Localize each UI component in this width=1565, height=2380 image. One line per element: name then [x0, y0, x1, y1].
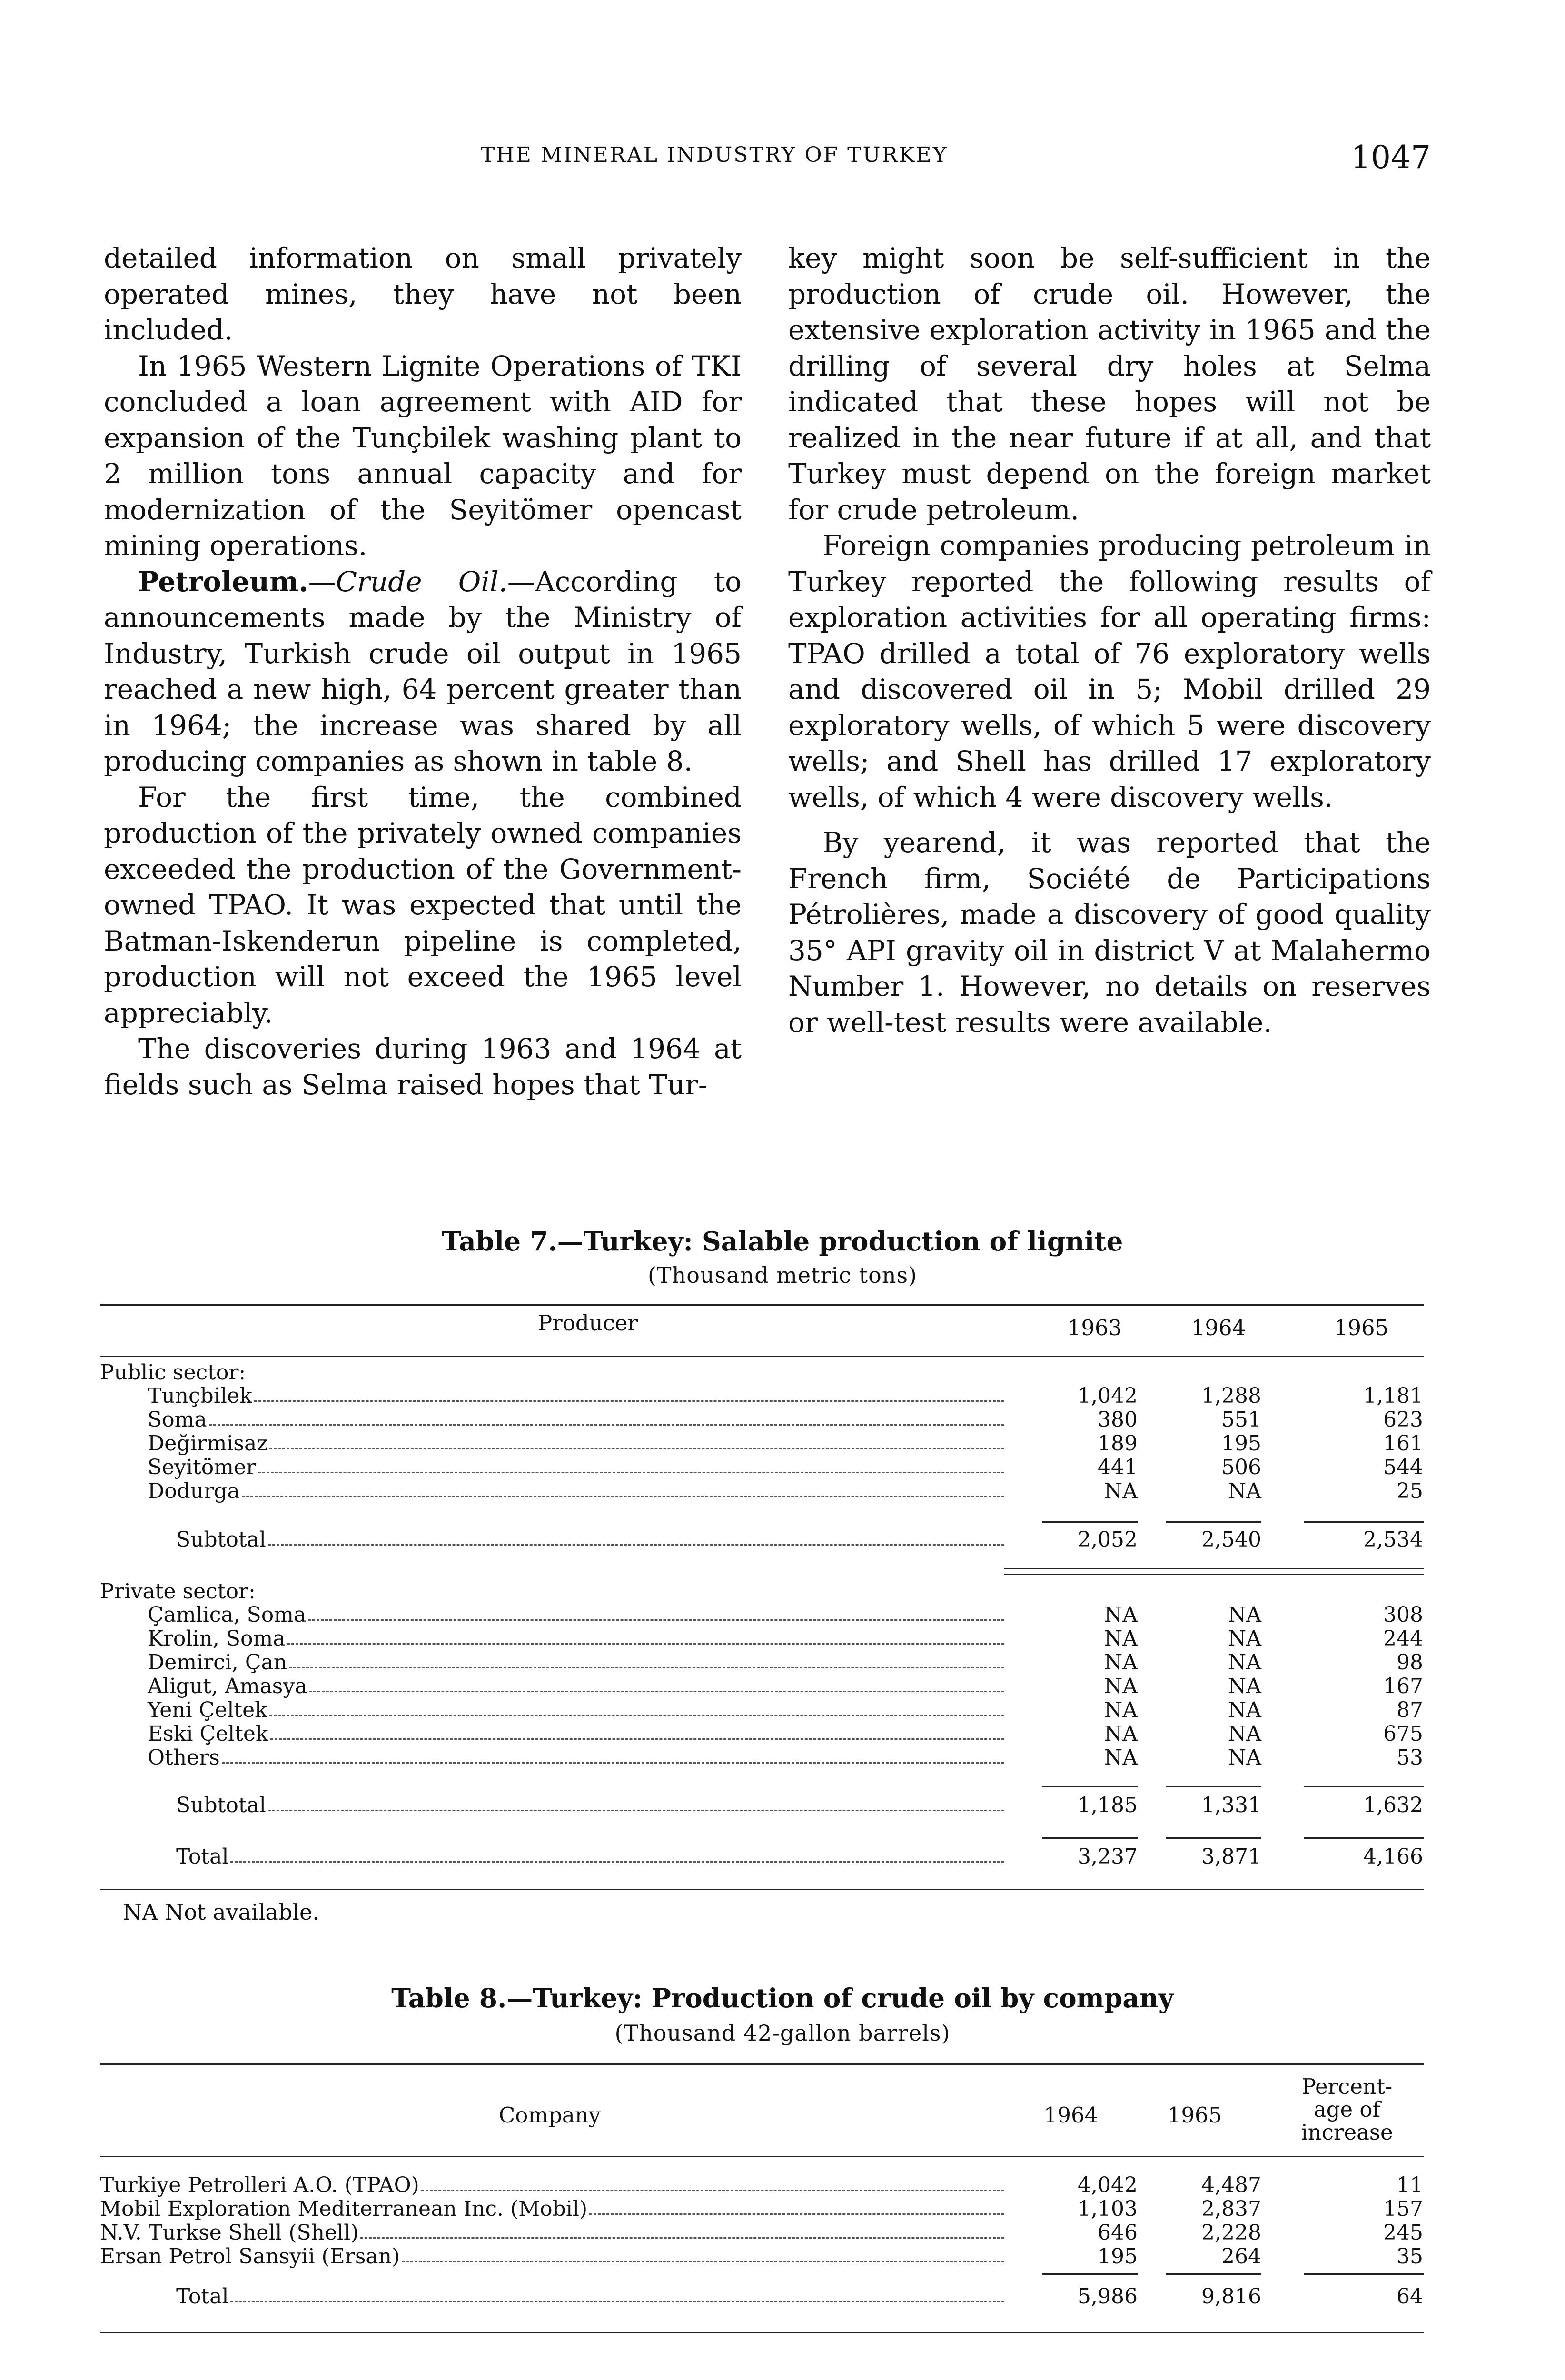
- total-rule: [1042, 2273, 1138, 2275]
- cell-value: 87: [1397, 1698, 1423, 1722]
- dot-leader: [209, 1424, 1004, 1426]
- dot-leader: [269, 1715, 1004, 1716]
- table-row: [0, 1384, 1565, 1408]
- cell-value: 2,052: [1078, 1527, 1138, 1552]
- table-row: [0, 2245, 1565, 2269]
- table-row: [0, 2173, 1565, 2197]
- table7-col-1964: 1964: [1191, 1315, 1246, 1340]
- table7-col-1963: 1963: [1067, 1315, 1122, 1340]
- row-label: Total: [176, 2284, 229, 2309]
- row-label: Eski Çeltek: [148, 1722, 268, 1746]
- cell-value: 195: [1221, 1431, 1261, 1456]
- cell-value: 195: [1098, 2244, 1138, 2269]
- row-label: Değirmisaz: [148, 1431, 268, 1456]
- dot-leader: [230, 2301, 1004, 2302]
- paragraph: By yearend, it was reported that the French firm, Société de Participations Pétrolières, made a discovery of good quality 35° API gravity oil in district V at Malahermo Number 1. However, no details on reserves or well-test results were available.: [788, 826, 1431, 1039]
- table7-footnote: NA Not available.: [123, 1899, 319, 1925]
- dot-leader: [589, 2213, 1004, 2215]
- cell-value: 1,331: [1201, 1793, 1261, 1817]
- dot-leader: [269, 1448, 1004, 1449]
- cell-value: 441: [1098, 1455, 1138, 1479]
- table8-bottom-rule: [100, 2332, 1424, 2333]
- cell-value: 2,228: [1201, 2221, 1261, 2245]
- cell-value: 157: [1383, 2197, 1423, 2221]
- row-label: Çamlica, Soma: [148, 1603, 307, 1627]
- cell-value: NA: [1104, 1479, 1138, 1503]
- row-label: Krolin, Soma: [148, 1626, 286, 1651]
- paragraph: key might soon be self-sufficient in the production of crude oil. However, the extensive exploration activity in 1965 and the drilling of several dry holes at Selma indicated that these hopes will not be realized in the near future if at all, and that Turkey must depend on the foreign market for crude petroleum.: [788, 242, 1431, 526]
- paragraph: In 1965 Western Lignite Operations of TKI concluded a loan agreement with AID for expansion of the Tunçbilek washing plant to 2 million tons annual capacity and for modernization of the Seyitömer opencast mining operations.: [104, 349, 742, 562]
- double-rule: [1004, 1574, 1424, 1575]
- table-row: [0, 1627, 1565, 1651]
- cell-value: NA: [1228, 1650, 1261, 1675]
- table-row: [0, 1746, 1565, 1770]
- cell-value: 35: [1397, 2244, 1423, 2269]
- left-column: [104, 240, 742, 1103]
- subtotal-rule: [1304, 1786, 1424, 1787]
- cell-value: NA: [1104, 1745, 1138, 1770]
- cell-value: 551: [1221, 1408, 1261, 1432]
- row-label: Dodurga: [148, 1479, 240, 1503]
- paragraph: detailed information on small privately operated mines, they have not been included.: [104, 242, 742, 346]
- cell-value: 4,042: [1078, 2173, 1138, 2197]
- dot-leader: [289, 1667, 1004, 1668]
- dot-leader: [258, 1472, 1004, 1473]
- row-label: Soma: [148, 1408, 207, 1432]
- cell-value: 544: [1383, 1455, 1423, 1479]
- table-row: [0, 1794, 1565, 1817]
- paragraph: For the first time, the combined production of the privately owned companies exceeded the production of the Government-owned TPAO. It was expected that until the Batman-Iskenderun pipeline is completed, production will not exceed the 1965 level appreciably.: [104, 781, 742, 1029]
- cell-value: 2,540: [1201, 1527, 1261, 1552]
- total-rule: [1166, 1837, 1261, 1839]
- dot-leader: [309, 1691, 1004, 1692]
- table-row: [0, 1675, 1565, 1698]
- private-sector-label: Private sector:: [100, 1579, 256, 1604]
- cell-value: 3,237: [1078, 1844, 1138, 1869]
- table8-col-company: Company: [498, 2102, 601, 2128]
- total-rule: [1304, 1837, 1424, 1839]
- cell-value: 5,986: [1078, 2284, 1138, 2309]
- double-rule: [1004, 1568, 1424, 1569]
- cell-value: NA: [1104, 1722, 1138, 1746]
- dot-leader: [270, 1738, 1004, 1740]
- cell-value: 4,487: [1201, 2173, 1261, 2197]
- subtotal-rule: [1304, 1521, 1424, 1523]
- row-label: Ersan Petrol Sansyii (Ersan): [100, 2244, 400, 2269]
- table8-col-percent: Percent- age of increase: [1301, 2074, 1393, 2145]
- paragraph: Foreign companies producing petroleum in Turkey reported the following results of exploration activities for all operating firms: TPAO drilled a total of 76 exploratory wells and discovered oil in 5; Mobil drilled 29 exploratory wells, of which 5 were discovery wells; and Shell has drilled 17 exploratory wells, of which 4 were discovery wells.: [788, 529, 1431, 813]
- cell-value: NA: [1228, 1722, 1261, 1746]
- cell-value: 98: [1397, 1650, 1423, 1675]
- table-row: [0, 1456, 1565, 1479]
- table8-caption: Table 8.—Turkey: Production of crude oil by company: [391, 1983, 1174, 2013]
- cell-value: NA: [1228, 1626, 1261, 1651]
- total-rule: [1166, 2273, 1261, 2275]
- section-heading: Petroleum.: [138, 565, 308, 598]
- cell-value: 9,816: [1201, 2284, 1261, 2309]
- dot-leader: [268, 1544, 1004, 1546]
- dot-leader: [254, 1400, 1004, 1402]
- row-label: Yeni Çeltek: [148, 1698, 267, 1722]
- cell-value: NA: [1228, 1745, 1261, 1770]
- table-row: [0, 1479, 1565, 1503]
- cell-value: 646: [1098, 2221, 1138, 2245]
- cell-value: 1,185: [1078, 1793, 1138, 1817]
- cell-value: NA: [1104, 1603, 1138, 1627]
- paragraph: The discoveries during 1963 and 1964 at fields such as Selma raised hopes that Tur-: [104, 1032, 742, 1101]
- row-label: Seyitömer: [148, 1455, 257, 1479]
- table-row: [0, 1651, 1565, 1675]
- cell-value: 245: [1383, 2221, 1423, 2245]
- table-row: [0, 2197, 1565, 2221]
- cell-value: 264: [1221, 2244, 1261, 2269]
- cell-value: NA: [1228, 1603, 1261, 1627]
- table-row: [0, 1722, 1565, 1746]
- cell-value: 506: [1221, 1455, 1261, 1479]
- cell-value: NA: [1104, 1698, 1138, 1722]
- cell-value: NA: [1228, 1698, 1261, 1722]
- subtotal-rule: [1166, 1521, 1261, 1523]
- cell-value: 1,042: [1078, 1384, 1138, 1408]
- dot-leader: [421, 2190, 1004, 2191]
- subtotal-rule: [1042, 1786, 1138, 1787]
- dot-leader: [287, 1643, 1004, 1645]
- row-label: Others: [148, 1745, 220, 1770]
- cell-value: 3,871: [1201, 1844, 1261, 1869]
- table8-header-rule: [100, 2156, 1424, 2157]
- table-row: [0, 1698, 1565, 1722]
- row-label: N.V. Turkse Shell (Shell): [100, 2221, 359, 2245]
- table7-subcaption: (Thousand metric tons): [647, 1262, 918, 1288]
- dot-leader: [308, 1619, 1004, 1621]
- cell-value: 2,534: [1363, 1527, 1423, 1552]
- right-column: [788, 240, 1431, 1041]
- table8-subcaption: (Thousand 42-gallon barrels): [614, 2020, 951, 2046]
- row-label: Total: [176, 1844, 229, 1869]
- table7-bottom-rule: [100, 1889, 1424, 1890]
- row-label: Mobil Exploration Mediterranean Inc. (Mobil): [100, 2197, 588, 2221]
- cell-value: 675: [1383, 1722, 1423, 1746]
- cell-value: 64: [1397, 2284, 1423, 2309]
- subtotal-rule: [1166, 1786, 1261, 1787]
- cell-value: 2,837: [1201, 2197, 1261, 2221]
- paragraph-text: —According to announcements made by the Ministry of Industry, Turkish crude oil output in 1965 reached a new high, 64 percent greater than in 1964; the increase was shared by all producing companies as shown in table 8.: [104, 565, 742, 777]
- page-number: 1047: [1351, 139, 1431, 176]
- cell-value: 380: [1098, 1408, 1138, 1432]
- table-row: [0, 1603, 1565, 1627]
- cell-value: 25: [1397, 1479, 1423, 1503]
- table8-col-1965: 1965: [1167, 2102, 1222, 2128]
- table7-top-rule: [100, 1304, 1424, 1306]
- cell-value: NA: [1104, 1626, 1138, 1651]
- cell-value: NA: [1228, 1674, 1261, 1698]
- row-label: Aligut, Amasya: [148, 1674, 307, 1698]
- cell-value: 1,288: [1201, 1384, 1261, 1408]
- cell-value: 308: [1383, 1603, 1423, 1627]
- dot-leader: [402, 2261, 1004, 2262]
- table-row: [0, 2221, 1565, 2245]
- table8-col-1964: 1964: [1043, 2102, 1099, 2128]
- cell-value: 161: [1383, 1431, 1423, 1456]
- row-label: Subtotal: [176, 1527, 266, 1552]
- dot-leader: [360, 2237, 1004, 2239]
- table-row: [0, 1528, 1565, 1552]
- cell-value: 189: [1098, 1431, 1138, 1456]
- table7-header-rule: [100, 1356, 1424, 1357]
- row-label: Turkiye Petrolleri A.O. (TPAO): [100, 2173, 419, 2197]
- total-rule: [1042, 1837, 1138, 1839]
- dash: —: [308, 565, 336, 598]
- table7-caption: Table 7.—Turkey: Salable production of lignite: [442, 1226, 1123, 1257]
- cell-value: 53: [1397, 1745, 1423, 1770]
- dot-leader: [230, 1861, 1004, 1863]
- dot-leader: [268, 1810, 1004, 1811]
- running-title: THE MINERAL INDUSTRY OF TURKEY: [481, 143, 948, 167]
- row-label: Demirci, Çan: [148, 1650, 287, 1675]
- cell-value: NA: [1104, 1650, 1138, 1675]
- table7-col-1965: 1965: [1334, 1315, 1389, 1340]
- cell-value: 4,166: [1363, 1844, 1423, 1869]
- table7-col-producer: Producer: [537, 1310, 638, 1336]
- cell-value: 167: [1383, 1674, 1423, 1698]
- table8-top-rule: [100, 2063, 1424, 2065]
- row-label: Tunçbilek: [148, 1384, 252, 1408]
- table-row: [0, 1845, 1565, 1869]
- table-row: [0, 1432, 1565, 1456]
- cell-value: 11: [1397, 2173, 1423, 2197]
- cell-value: NA: [1104, 1674, 1138, 1698]
- paragraph: [104, 564, 742, 780]
- cell-value: 244: [1383, 1626, 1423, 1651]
- cell-value: 1,181: [1363, 1384, 1423, 1408]
- table-row: [0, 2285, 1565, 2309]
- subsection-heading: Crude Oil.: [336, 565, 507, 598]
- dot-leader: [242, 1496, 1004, 1497]
- cell-value: 1,632: [1363, 1793, 1423, 1817]
- row-label: Subtotal: [176, 1793, 266, 1817]
- public-sector-label: Public sector:: [100, 1360, 246, 1385]
- cell-value: NA: [1228, 1479, 1261, 1503]
- cell-value: 1,103: [1078, 2197, 1138, 2221]
- dot-leader: [222, 1762, 1004, 1764]
- subtotal-rule: [1042, 1521, 1138, 1523]
- total-rule: [1304, 2273, 1424, 2275]
- table-row: [0, 1408, 1565, 1432]
- cell-value: 623: [1383, 1408, 1423, 1432]
